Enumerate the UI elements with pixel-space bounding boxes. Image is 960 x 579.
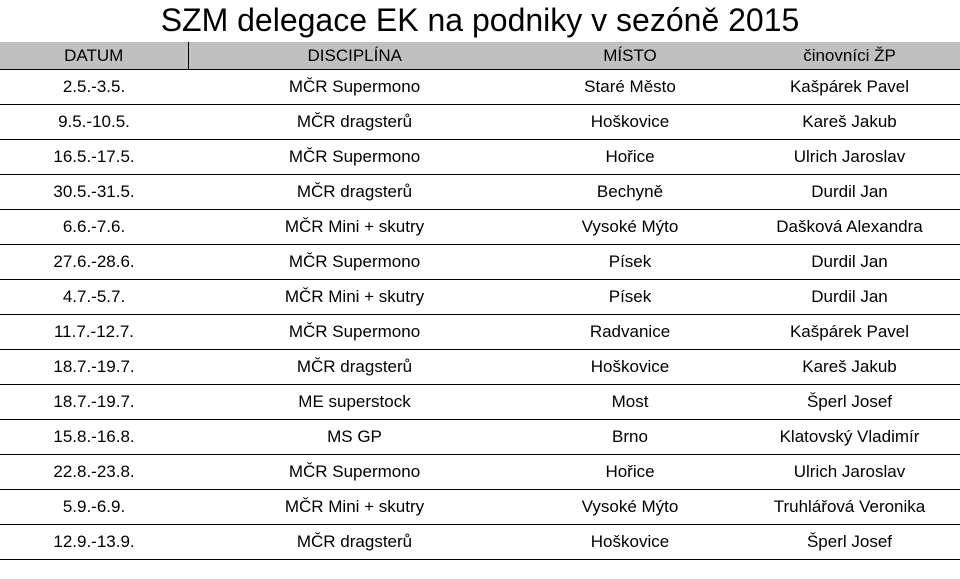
cell-datum: 22.8.-23.8. <box>0 455 188 490</box>
header-row <box>0 42 960 70</box>
cell-misto: Hoškovice <box>521 525 739 560</box>
cell-misto: Bechyně <box>521 175 739 210</box>
cell-cinovnici: Kašpárek Pavel <box>739 315 960 350</box>
cell-datum: 5.9.-6.9. <box>0 490 188 525</box>
cell-datum: 6.6.-7.6. <box>0 210 188 245</box>
cell-datum: 27.6.-28.6. <box>0 245 188 280</box>
cell-datum: 16.5.-17.5. <box>0 140 188 175</box>
cell-cinovnici: Dašková Alexandra <box>739 210 960 245</box>
cell-cinovnici: Kareš Jakub <box>739 350 960 385</box>
table-row <box>0 385 960 420</box>
cell-disciplina: MČR Supermono <box>188 70 521 105</box>
table-row <box>0 525 960 560</box>
cell-datum: 12.9.-13.9. <box>0 525 188 560</box>
cell-datum: 18.7.-19.7. <box>0 385 188 420</box>
column-header-disciplina: DISCIPLÍNA <box>188 42 521 70</box>
cell-disciplina: MČR dragsterů <box>188 525 521 560</box>
cell-disciplina: MČR dragsterů <box>188 350 521 385</box>
table-row <box>0 490 960 525</box>
cell-misto: Staré Město <box>521 70 739 105</box>
table-row <box>0 350 960 385</box>
cell-misto: Písek <box>521 280 739 315</box>
table-row <box>0 315 960 350</box>
cell-disciplina: MČR Supermono <box>188 140 521 175</box>
cell-disciplina: MČR Mini + skutry <box>188 210 521 245</box>
cell-misto: Hořice <box>521 455 739 490</box>
table-row <box>0 175 960 210</box>
cell-misto: Písek <box>521 245 739 280</box>
cell-cinovnici: Durdil Jan <box>739 175 960 210</box>
cell-datum: 4.7.-5.7. <box>0 280 188 315</box>
cell-disciplina: MS GP <box>188 420 521 455</box>
column-header-misto: MÍSTO <box>521 42 739 70</box>
cell-misto: Hoškovice <box>521 105 739 140</box>
cell-cinovnici: Ulrich Jaroslav <box>739 140 960 175</box>
schedule-table <box>0 42 960 560</box>
cell-disciplina: MČR Supermono <box>188 315 521 350</box>
cell-disciplina: MČR Supermono <box>188 245 521 280</box>
table-body <box>0 70 960 560</box>
cell-cinovnici: Truhlářová Veronika <box>739 490 960 525</box>
table-row <box>0 70 960 105</box>
cell-datum: 15.8.-16.8. <box>0 420 188 455</box>
cell-cinovnici: Šperl Josef <box>739 385 960 420</box>
cell-datum: 30.5.-31.5. <box>0 175 188 210</box>
cell-disciplina: MČR Supermono <box>188 455 521 490</box>
cell-disciplina: ME superstock <box>188 385 521 420</box>
cell-cinovnici: Klatovský Vladimír <box>739 420 960 455</box>
cell-cinovnici: Durdil Jan <box>739 280 960 315</box>
cell-disciplina: MČR dragsterů <box>188 175 521 210</box>
cell-cinovnici: Durdil Jan <box>739 245 960 280</box>
cell-disciplina: MČR Mini + skutry <box>188 280 521 315</box>
table-row <box>0 140 960 175</box>
table-row <box>0 455 960 490</box>
table-row <box>0 420 960 455</box>
cell-cinovnici: Kašpárek Pavel <box>739 70 960 105</box>
cell-datum: 2.5.-3.5. <box>0 70 188 105</box>
table-row <box>0 105 960 140</box>
cell-misto: Hoškovice <box>521 350 739 385</box>
cell-datum: 18.7.-19.7. <box>0 350 188 385</box>
table-row <box>0 245 960 280</box>
cell-misto: Vysoké Mýto <box>521 210 739 245</box>
cell-cinovnici: Šperl Josef <box>739 525 960 560</box>
column-header-datum: DATUM <box>0 42 188 70</box>
cell-cinovnici: Kareš Jakub <box>739 105 960 140</box>
cell-misto: Most <box>521 385 739 420</box>
cell-datum: 11.7.-12.7. <box>0 315 188 350</box>
column-header-cinovnici: činovníci ŽP <box>739 42 960 70</box>
cell-misto: Vysoké Mýto <box>521 490 739 525</box>
cell-disciplina: MČR Mini + skutry <box>188 490 521 525</box>
table-row <box>0 280 960 315</box>
cell-misto: Brno <box>521 420 739 455</box>
cell-cinovnici: Ulrich Jaroslav <box>739 455 960 490</box>
cell-disciplina: MČR dragsterů <box>188 105 521 140</box>
cell-misto: Hořice <box>521 140 739 175</box>
cell-datum: 9.5.-10.5. <box>0 105 188 140</box>
table-row <box>0 210 960 245</box>
table-header <box>0 42 960 70</box>
page-title: SZM delegace EK na podniky v sezóně 2015 <box>160 2 800 38</box>
cell-misto: Radvanice <box>521 315 739 350</box>
